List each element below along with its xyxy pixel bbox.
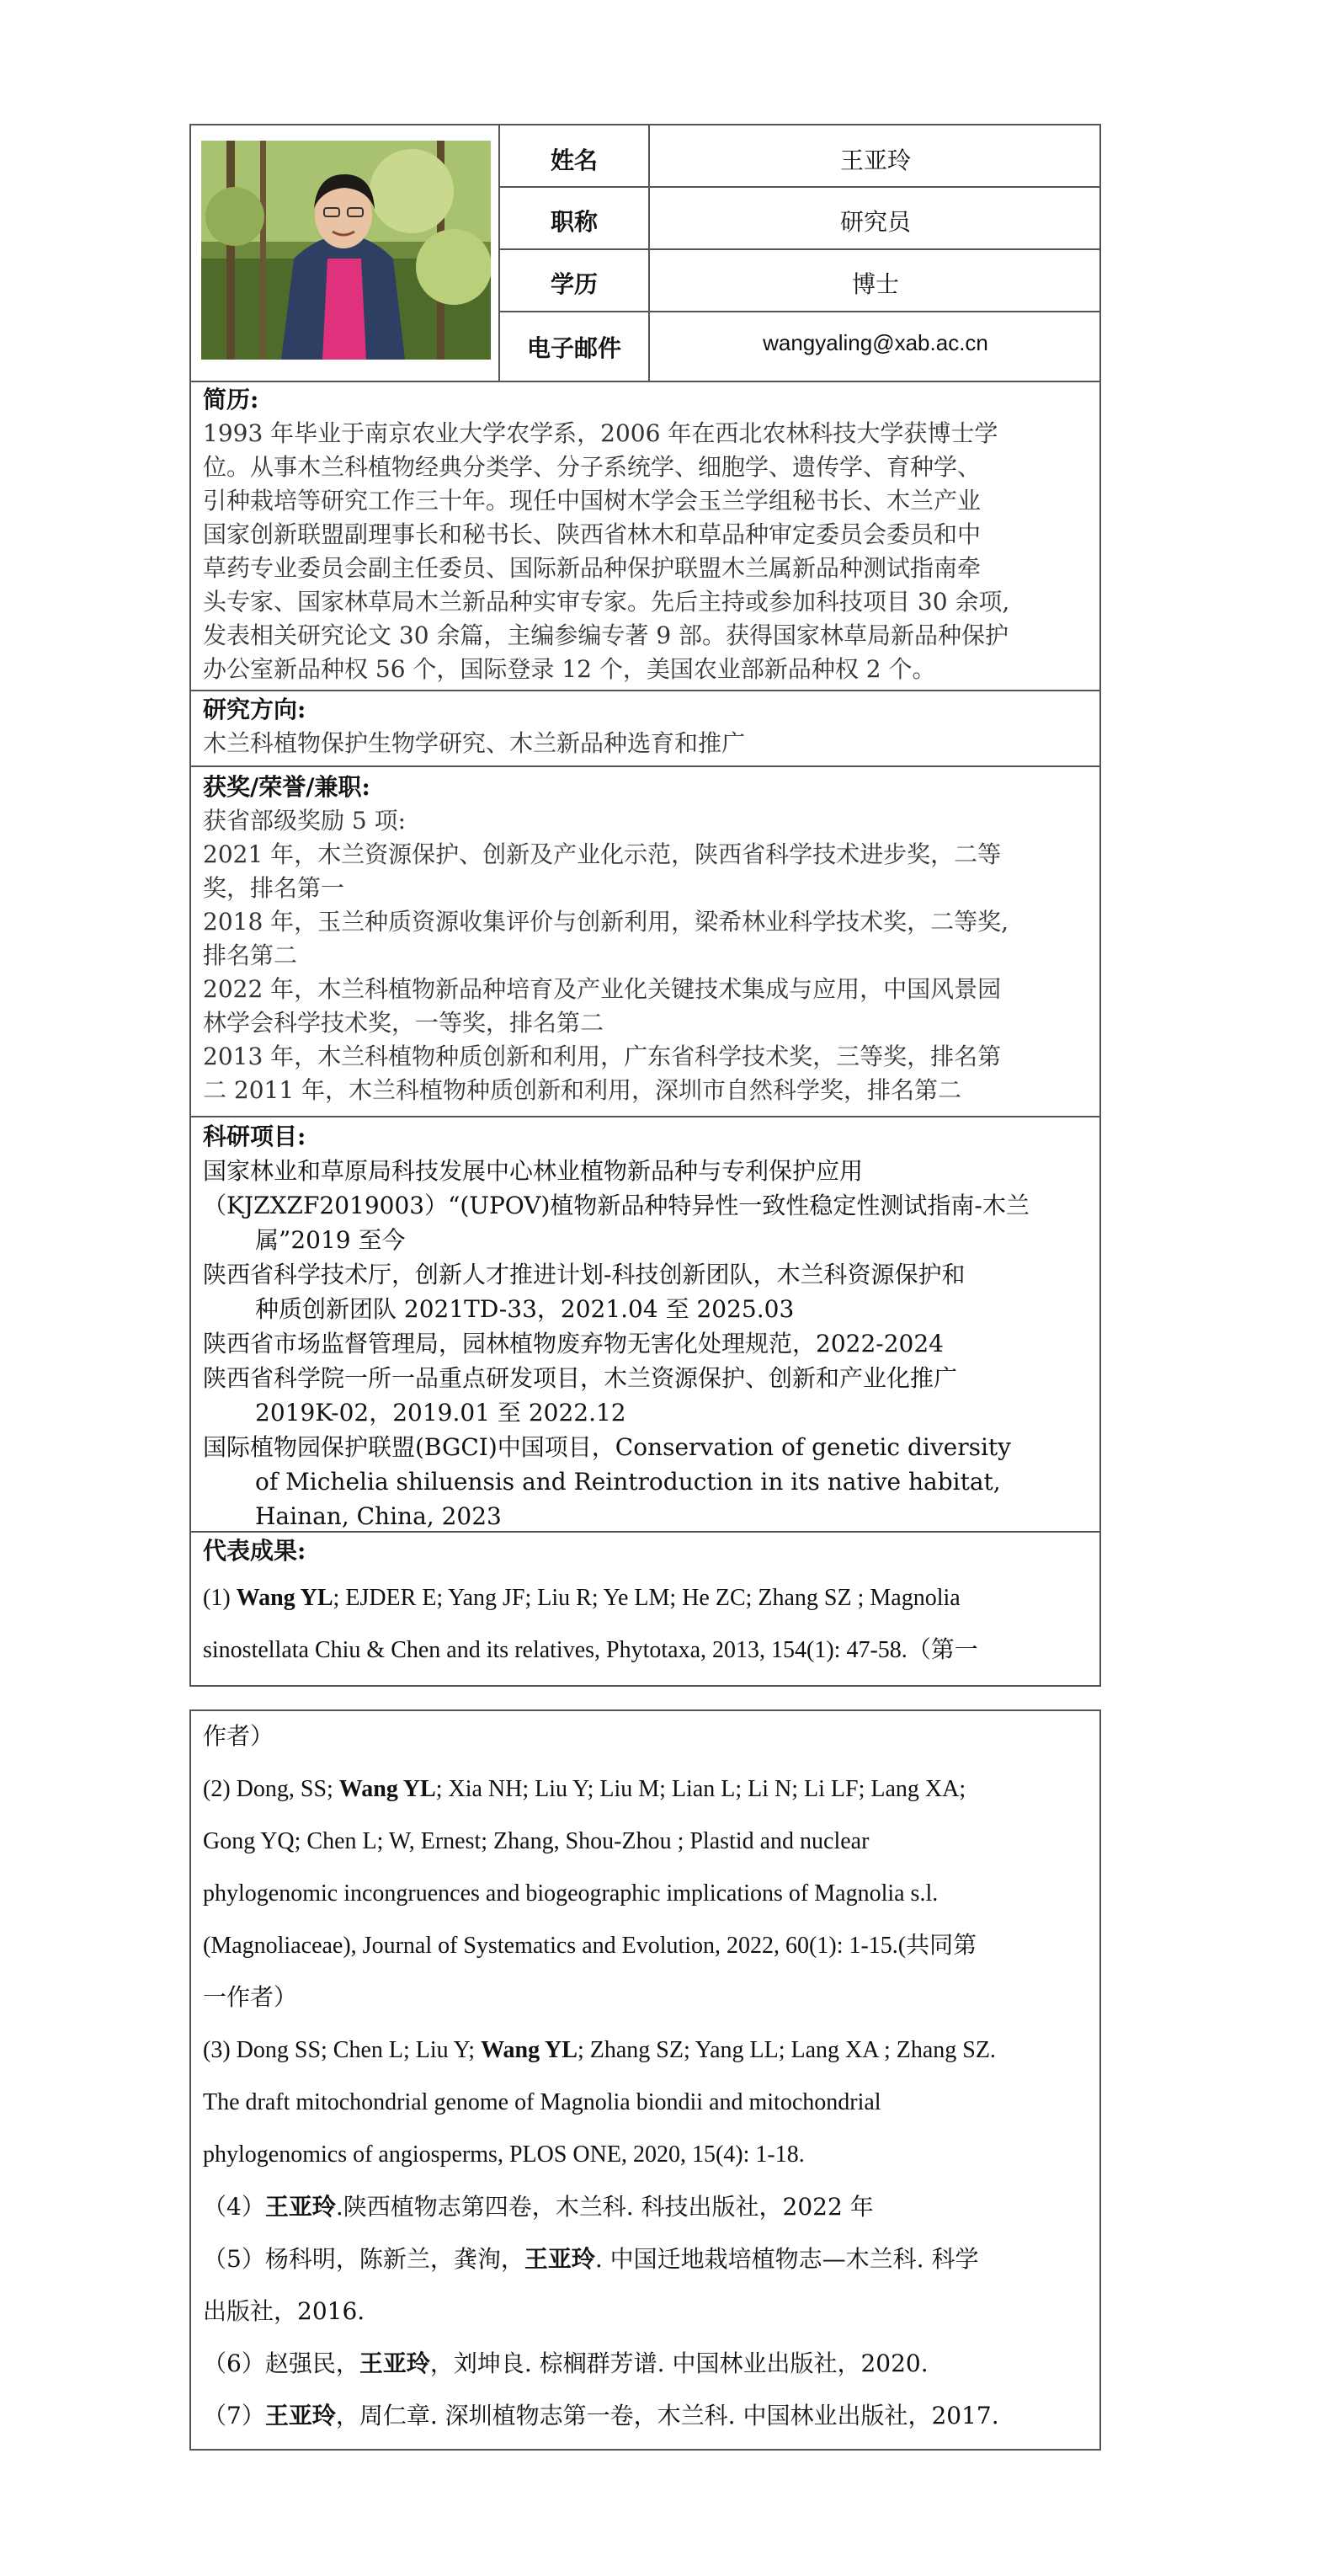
- awards-line: 2021 年，木兰资源保护、创新及产业化示范，陕西省科学技术进步奖，二等: [203, 840, 1002, 868]
- email-value[interactable]: wangyaling@xab.ac.cn: [763, 330, 988, 355]
- project-line: 陕西省科学院一所一品重点研发项目，木兰资源保护、创新和产业化推广: [203, 1364, 958, 1392]
- achievements-continued: [189, 1709, 1101, 2451]
- ref-author-bold: 王亚玲: [264, 2402, 336, 2429]
- achievements-refs-part2: [203, 1711, 1088, 2442]
- achievements-section: [203, 1534, 1088, 1568]
- ref-author-bold: Wang YL: [481, 2037, 578, 2063]
- reference-1: [203, 1572, 1088, 1624]
- awards-line: 排名第二: [203, 941, 298, 969]
- reference-2-line2: Gong YQ; Chen L; W, Ernest; Zhang, Shou-Zhou ; Plastid and nuclear: [203, 1828, 870, 1854]
- awards-line: 二 2011 年，木兰科植物种质创新和利用，深圳市自然科学奖，排名第二: [203, 1076, 962, 1104]
- ref-prefix: （7）: [203, 2402, 265, 2429]
- profile-table: [189, 124, 1101, 1687]
- ref-prefix: (3) Dong SS; Chen L; Liu Y;: [203, 2037, 482, 2063]
- ref-rest: ; EJDER E; Yang JF; Liu R; Ye LM; He ZC; Zhang SZ ; Magnolia: [333, 1585, 961, 1611]
- reference-2-line5: 一作者）: [203, 1985, 298, 2011]
- reference-2-line4: (Magnoliaceae), Journal of Systematics and Evolution, 2022, 60(1): 1-15.(共同第: [203, 1933, 977, 1959]
- project-line: Hainan, China, 2023: [255, 1502, 502, 1530]
- resume-line: 发表相关研究论文 30 余篇，主编参编专著 9 部。获得国家林草局新品种保护: [203, 621, 1009, 649]
- resume-section: [203, 383, 1088, 686]
- achievements-heading: 代表成果:: [203, 1537, 306, 1565]
- profile-photo: [201, 141, 491, 360]
- reference-1-line3: 作者）: [203, 1724, 274, 1750]
- resume-line: 1993 年毕业于南京农业大学农学系，2006 年在西北农林科技大学获博士学: [203, 419, 998, 447]
- email-label: 电子邮件: [526, 335, 621, 361]
- reference-7: [203, 2390, 1088, 2442]
- ref-rest: ; Zhang SZ; Yang LL; Lang XA ; Zhang SZ.: [577, 2037, 996, 2063]
- project-line: 国家林业和草原局科技发展中心林业植物新品种与专利保护应用: [203, 1157, 864, 1185]
- ref-rest: ，刘坤良. 棕榈群芳谱. 中国林业出版社，2020.: [429, 2349, 929, 2377]
- research-section: [203, 693, 1088, 760]
- research-heading: 研究方向:: [203, 696, 306, 723]
- ref-prefix: （6）赵强民，: [203, 2349, 359, 2377]
- reference-5-line2: 出版社，2016.: [203, 2297, 365, 2325]
- title-label: 职称: [550, 209, 598, 235]
- resume-line: 草药专业委员会副主任委员、国际新品种保护联盟木兰属新品种测试指南牵: [203, 554, 982, 582]
- portrait-image: [201, 141, 491, 360]
- reference-1-line2: sinostellata Chiu & Chen and its relatives, Phytotaxa, 2013, 154(1): 47-58.（第一: [203, 1637, 978, 1663]
- project-line: 属”2019 至今: [255, 1226, 406, 1254]
- projects-heading: 科研项目:: [203, 1123, 306, 1150]
- project-line: 国际植物园保护联盟(BGCI)中国项目，Conservation of genetic diversity: [203, 1433, 1011, 1461]
- awards-heading: 获奖/荣誉/兼职:: [203, 773, 370, 801]
- project-line: （KJZXZF2019003）“(UPOV)植物新品种特异性一致性稳定性测试指南-木兰: [203, 1192, 1030, 1219]
- reference-3-line3: phylogenomics of angiosperms, PLOS ONE, 2020, 15(4): 1-18.: [203, 2141, 805, 2168]
- ref-author-bold: Wang YL: [236, 1585, 333, 1611]
- project-line: 种质创新团队 2021TD-33，2021.04 至 2025.03: [255, 1295, 795, 1323]
- reference-4: [203, 2181, 1088, 2233]
- projects-section: [203, 1119, 1088, 1533]
- name-label: 姓名: [550, 147, 598, 173]
- project-line: of Michelia shiluensis and Reintroduction in its native habitat,: [255, 1468, 1001, 1496]
- project-line: 陕西省市场监督管理局，园林植物废弃物无害化处理规范，2022-2024: [203, 1330, 944, 1357]
- achievements-refs-part1: [203, 1572, 1088, 1677]
- reference-3-line2: The draft mitochondrial genome of Magnolia biondii and mitochondrial: [203, 2089, 881, 2115]
- degree-value: 博士: [851, 270, 899, 298]
- name-value: 王亚玲: [839, 147, 911, 174]
- resume-line: 头专家、国家林草局木兰新品种实审专家。先后主持或参加科技项目 30 余项,: [203, 588, 1010, 616]
- resume-line: 位。从事木兰科植物经典分类学、分子系统学、细胞学、遗传学、育种学、: [203, 453, 982, 481]
- ref-prefix: （4）: [203, 2193, 265, 2221]
- resume-heading: 简历:: [203, 386, 259, 413]
- awards-line: 2022 年，木兰科植物新品种培育及产业化关键技术集成与应用，中国风景园: [203, 975, 1002, 1003]
- reference-6: [203, 2338, 1088, 2390]
- resume-line: 国家创新联盟副理事长和秘书长、陕西省林木和草品种审定委员会委员和中: [203, 520, 982, 548]
- research-text: 木兰科植物保护生物学研究、木兰新品种选育和推广: [203, 729, 746, 757]
- awards-line: 奖，排名第一: [203, 874, 345, 902]
- ref-author-bold: Wang YL: [338, 1776, 436, 1802]
- project-line: 2019K-02，2019.01 至 2022.12: [255, 1399, 626, 1427]
- ref-prefix: (1): [203, 1585, 237, 1611]
- reference-2: [203, 1763, 1088, 1816]
- title-value: 研究员: [839, 208, 911, 236]
- project-line: 陕西省科学技术厅，创新人才推进计划-科技创新团队，木兰科资源保护和: [203, 1261, 966, 1288]
- awards-line: 获省部级奖励 5 项:: [203, 807, 407, 835]
- ref-prefix: （5）杨科明，陈新兰，龚洵，: [203, 2245, 524, 2273]
- ref-rest: ，周仁章. 深圳植物志第一卷，木兰科. 中国林业出版社，2017.: [335, 2402, 999, 2429]
- ref-rest: . 中国迁地栽培植物志—木兰科. 科学: [594, 2245, 979, 2273]
- ref-rest: ; Xia NH; Liu Y; Liu M; Lian L; Li N; Li LF; Lang XA;: [435, 1776, 966, 1802]
- awards-line: 2013 年，木兰科植物种质创新和利用，广东省科学技术奖，三等奖，排名第: [203, 1043, 1002, 1070]
- awards-line: 2018 年，玉兰种质资源收集评价与创新利用，梁希林业科学技术奖，二等奖,: [203, 908, 1009, 936]
- ref-rest: .陕西植物志第四卷，木兰科. 科技出版社，2022 年: [335, 2193, 874, 2221]
- ref-author-bold: 王亚玲: [524, 2245, 595, 2273]
- awards-line: 林学会科学技术奖，一等奖，排名第二: [203, 1009, 604, 1037]
- resume-line: 办公室新品种权 56 个，国际登录 12 个，美国农业部新品种权 2 个。: [203, 655, 936, 683]
- degree-label: 学历: [550, 271, 598, 297]
- reference-5: [203, 2233, 1088, 2285]
- reference-2-line3: phylogenomic incongruences and biogeographic implications of Magnolia s.l.: [203, 1880, 939, 1907]
- awards-section: [203, 771, 1088, 1107]
- ref-author-bold: 王亚玲: [359, 2349, 430, 2377]
- ref-author-bold: 王亚玲: [264, 2193, 336, 2221]
- ref-prefix: (2) Dong, SS;: [203, 1776, 339, 1802]
- resume-line: 引种栽培等研究工作三十年。现任中国树木学会玉兰学组秘书长、木兰产业: [203, 487, 982, 515]
- reference-3: [203, 2024, 1088, 2077]
